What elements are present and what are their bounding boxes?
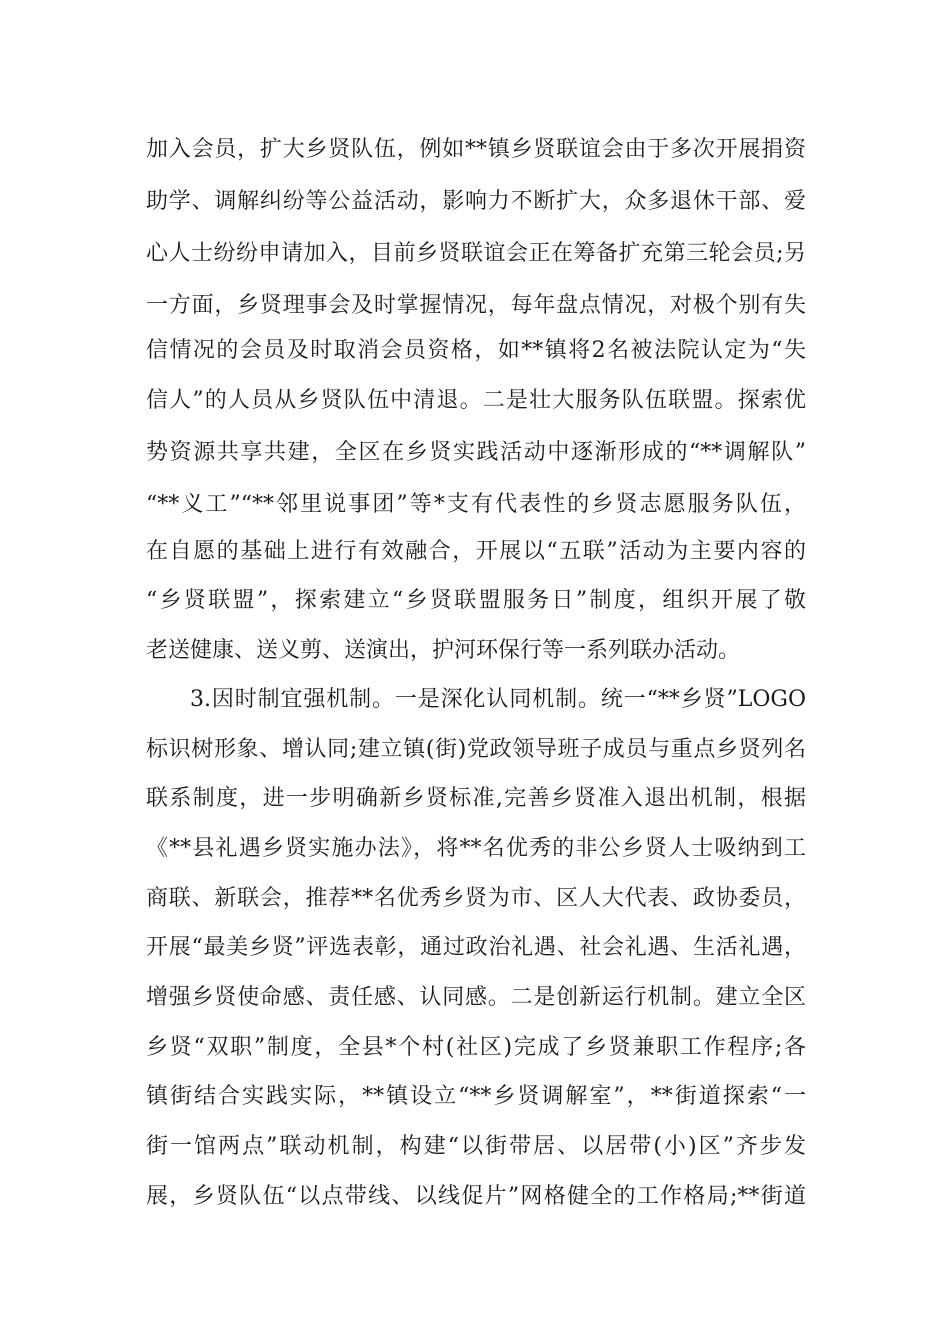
paragraph-line: 镇街结合实践实际，**镇设立“**乡贤调解室”，**街道探索“一: [146, 1084, 806, 1109]
paragraph-line: 商联、新联会，推荐**名优秀乡贤为市、区人大代表、政协委员，: [146, 886, 806, 911]
paragraph-line: 标识树形象、增认同;建立镇(街)党政领导班子成员与重点乡贤列名: [146, 737, 806, 762]
paragraph-line: 一方面，乡贤理事会及时掌握情况，每年盘点情况，对极个别有失: [146, 293, 806, 318]
paragraph-line: 展，乡贤队伍“以点带线、以线促片”网格健全的工作格局;**街道: [146, 1184, 806, 1209]
paragraph-line: 3.因时制宜强机制。一是深化认同机制。统一“**乡贤”LOGO: [190, 687, 806, 712]
paragraph-line: 开展“最美乡贤”评选表彰，通过政治礼遇、社会礼遇、生活礼遇，: [146, 935, 806, 960]
paragraph-line: 老送健康、送义剪、送演出，护河环保行等一系列联办活动。: [146, 638, 741, 663]
paragraph-line: 在自愿的基础上进行有效融合，开展以“五联”活动为主要内容的: [146, 539, 806, 564]
paragraph-line: 加入会员，扩大乡贤队伍，例如**镇乡贤联谊会由于多次开展捐资: [146, 137, 806, 162]
paragraph-line: 心人士纷纷申请加入，目前乡贤联谊会正在筹备扩充第三轮会员;另: [146, 241, 806, 266]
paragraph-line: 势资源共享共建，全区在乡贤实践活动中逐渐形成的“**调解队”: [146, 440, 806, 465]
paragraph-line: 联系制度，进一步明确新乡贤标准,完善乡贤准入退出机制，根据: [146, 786, 806, 811]
paragraph-line: 信情况的会员及时取消会员资格，如**镇将2名被法院认定为“失: [146, 338, 806, 363]
paragraph-line: “乡贤联盟”，探索建立“乡贤联盟服务日”制度，组织开展了敬: [146, 588, 806, 613]
paragraph-line: 乡贤“双职”制度，全县*个村(社区)完成了乡贤兼职工作程序;各: [146, 1035, 806, 1060]
paragraph-line: 街一馆两点”联动机制，构建“以街带居、以居带(小)区”齐步发: [146, 1134, 806, 1159]
paragraph-line: 助学、调解纠纷等公益活动，影响力不断扩大，众多退休干部、爱: [146, 189, 806, 214]
paragraph-line: 增强乡贤使命感、责任感、认同感。二是创新运行机制。建立全区: [146, 985, 806, 1010]
paragraph-line: “**义工”“**邻里说事团”等*支有代表性的乡贤志愿服务队伍，: [146, 492, 806, 517]
paragraph-line: 《**县礼遇乡贤实施办法》，将**名优秀的非公乡贤人士吸纳到工: [146, 836, 806, 861]
paragraph-line: 信人”的人员从乡贤队伍中清退。二是壮大服务队伍联盟。探索优: [146, 388, 806, 413]
